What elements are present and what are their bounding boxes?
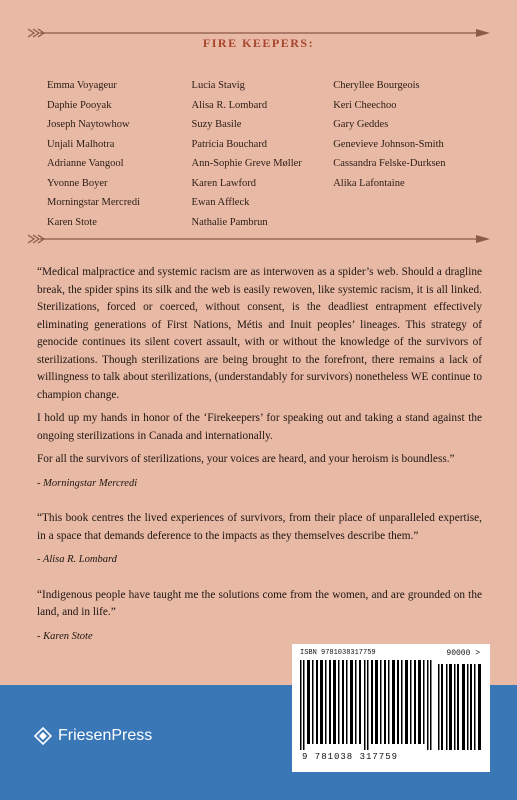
keepers-column-1	[47, 76, 192, 232]
keeper-name: Lucia Stavig	[191, 80, 245, 91]
keeper-name: Cassandra Felske-Durksen	[333, 158, 446, 169]
addon-barcode-bars	[438, 664, 482, 750]
fire-keepers-list	[47, 76, 497, 232]
keeper-name: Gary Geddes	[333, 119, 389, 130]
keeper-name: Yvonne Boyer	[47, 177, 108, 189]
keeper-name: Patricia Bouchard	[191, 138, 268, 150]
ean-barcode-bars	[300, 660, 432, 750]
keeper-name: Karen Lawford	[191, 177, 256, 189]
keeper-name: Daphie Pooyak	[47, 99, 112, 111]
keeper-name: Joseph Naytowhow	[47, 119, 130, 130]
arrow-divider-bottom	[28, 234, 490, 244]
barcode	[292, 644, 490, 772]
keeper-name: Alisa R. Lombard	[191, 99, 268, 111]
keeper-name: Ann-Sophie Greve Møller	[191, 158, 302, 169]
keepers-column-2	[192, 76, 334, 232]
keeper-name: Genevieve Johnson-Smith	[333, 138, 444, 150]
keeper-name: Ewan Affleck	[191, 197, 250, 208]
isbn-text: ISBN 9781038317759	[300, 649, 376, 657]
quote-paragraph: “Medical malpractice and systemic racism are as interwoven as a spider’s web. Should a dragline break, the spider spins its silk and the web is easily rewoven, like systemic racism, it is all linked. Sterilizations, forced or coerced, without consent, is the deadliest entrapment effectively eliminating generations of First Nations, Métis and Inuit peoples’ lineages. This strategy of genocide continues its silent covert assault, with or without the knowledge of the survivors of sterilizations. Though sterilizations are being brought to the forefront, there remains a lack of willingness to talk about sterilizations, (understandably for survivors) nonetheless WE continue to champion change.	[37, 266, 482, 401]
publisher-name: FriesenPress	[58, 727, 153, 744]
keeper-name: Cheryllee Bourgeois	[333, 80, 420, 91]
keeper-name: Nathalie Pambrun	[191, 216, 268, 228]
fire-keepers-section	[0, 0, 517, 240]
keeper-name: Morningstar Mercredi	[47, 197, 141, 208]
keeper-name: Karen Stote	[47, 216, 97, 228]
keeper-name: Suzy Basile	[191, 119, 242, 130]
quote-paragraph: “Indigenous people have taught me the solutions come from the women, and are grounded on the land, and in life.”	[37, 588, 482, 618]
quote-attribution: - Karen Stote	[37, 630, 93, 642]
fire-keepers-heading: FIRE KEEPERS:	[202, 36, 315, 50]
keeper-name: Unjali Malhotra	[47, 138, 115, 150]
friesenpress-logo-icon	[34, 727, 52, 745]
quote-paragraph: For all the survivors of sterilizations, your voices are heard, and your heroism is boundless.”	[37, 453, 455, 465]
endorsements	[37, 264, 482, 663]
quote-attribution: - Morningstar Mercredi	[37, 477, 138, 489]
publisher-logo	[34, 727, 152, 745]
keeper-name: Alika Lafontaine	[333, 177, 405, 189]
keeper-name: Emma Voyageur	[47, 80, 117, 91]
keeper-name: Adrianne Vangool	[47, 158, 124, 169]
quote-attribution: - Alisa R. Lombard	[37, 554, 117, 565]
quote-paragraph: I hold up my hands in honor of the ‘Firekeepers’ for speaking out and taking a stand against the ongoing sterilizations in Canada and internationally.	[37, 412, 482, 442]
quote-paragraph: “This book centres the lived experiences of survivors, from their place of unparalleled expertise, in a space that demands deference to the impacts as they themselves describe them.”	[37, 512, 482, 542]
price-code: 90000 >	[446, 649, 480, 658]
keepers-column-3	[333, 76, 497, 232]
barcode-number: 9 781038 317759	[302, 752, 399, 762]
keeper-name: Keri Cheechoo	[333, 99, 397, 111]
